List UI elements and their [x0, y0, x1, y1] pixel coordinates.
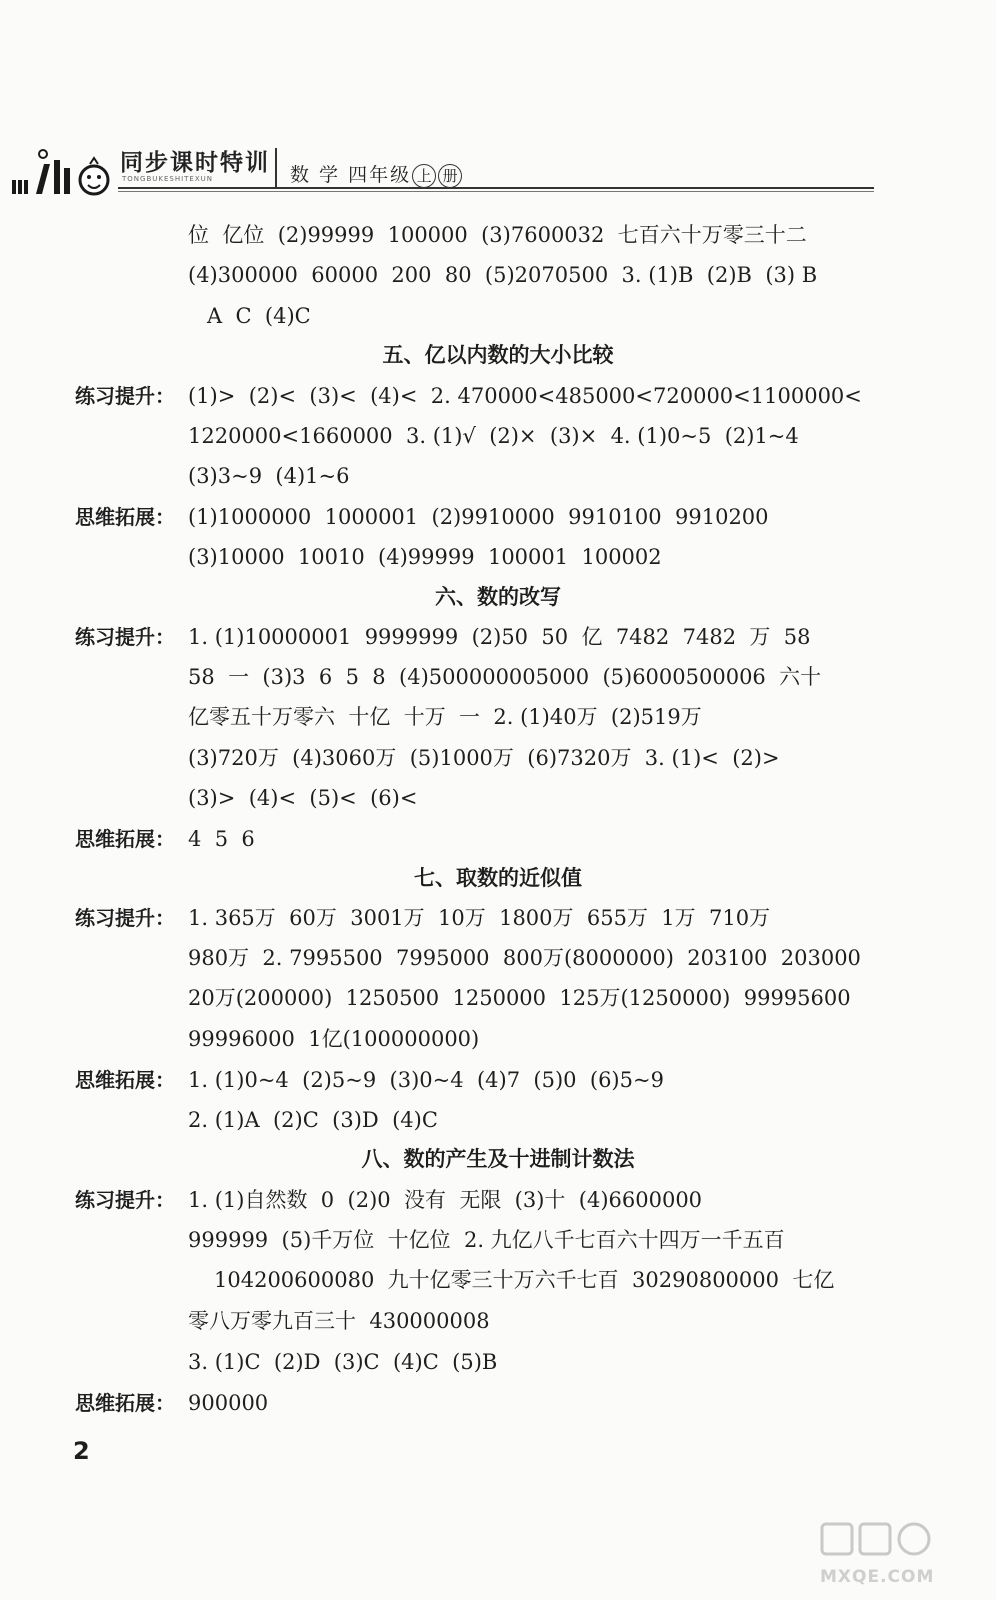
section-title: 七、取数的近似值: [414, 866, 582, 890]
answer-line: 104200600080 九十亿零三十万六千七百 30290800000 七亿: [214, 1268, 835, 1292]
header-divider: [275, 148, 277, 188]
practice-label: 练习提升：: [75, 384, 175, 408]
volume-circle-2: 册: [438, 164, 462, 188]
answer-line: 1220000<1660000 3. (1)√ (2)× (3)× 4. (1)0~5 (2)1~4: [188, 424, 799, 448]
answer-line: 58 一 (3)3 6 5 8 (4)500000005000 (5)6000500006 六十: [188, 665, 822, 689]
answer-line: 1. (1)10000001 9999999 (2)50 50 亿 7482 7482 万 58: [188, 625, 811, 649]
thinking-label: 思维拓展：: [75, 827, 175, 851]
answer-line: 亿零五十万零六 十亿 十万 一 2. (1)40万 (2)519万: [188, 705, 702, 729]
answer-line: 20万(200000) 1250500 1250000 125万(1250000) 99995600: [188, 986, 851, 1010]
answer-line: (3)720万 (4)3060万 (5)1000万 (6)7320万 3. (1)< (2)>: [188, 746, 780, 770]
answer-line: (4)300000 60000 200 80 (5)2070500 3. (1)B (2)B (3) B: [188, 263, 818, 287]
watermark-logo-icon: [818, 1518, 968, 1588]
answer-line: 980万 2. 7995500 7995000 800万(8000000) 203100 203000: [188, 946, 861, 970]
thinking-label: 思维拓展：: [75, 1068, 175, 1092]
answer-line: 99996000 1亿(100000000): [188, 1027, 480, 1051]
answer-line: (1)> (2)< (3)< (4)< 2. 470000<485000<720000<1100000<: [188, 384, 862, 408]
subject-text: 数 学 四年级: [290, 164, 412, 186]
answer-line: 4 5 6: [188, 827, 255, 851]
answer-line: 900000: [188, 1391, 269, 1415]
answer-line: 1. (1)自然数 0 (2)0 没有 无限 (3)十 (4)6600000: [188, 1188, 703, 1212]
volume-circle-1: 上: [412, 164, 436, 188]
header-rule: [118, 187, 874, 189]
page-number: 2: [73, 1437, 90, 1465]
answer-line: (3)> (4)< (5)< (6)<: [188, 786, 418, 810]
answer-line: 999999 (5)千万位 十亿位 2. 九亿八千七百六十四万一千五百: [188, 1228, 785, 1252]
answer-line: 1. 365万 60万 3001万 10万 1800万 655万 1万 710万: [188, 906, 771, 930]
thinking-label: 思维拓展：: [75, 505, 175, 529]
practice-label: 练习提升：: [75, 1188, 175, 1212]
answer-line: 2. (1)A (2)C (3)D (4)C: [188, 1108, 438, 1132]
answer-line: (1)1000000 1000001 (2)9910000 9910100 9910200: [188, 505, 769, 529]
answer-line: 3. (1)C (2)D (3)C (4)C (5)B: [188, 1350, 498, 1374]
brand-logo-icon: [10, 140, 120, 200]
brand-subtitle: TONGBUKESHITEXUN: [122, 175, 214, 183]
answer-line: (3)10000 10010 (4)99999 100001 100002: [188, 545, 662, 569]
answer-line: 1. (1)0~4 (2)5~9 (3)0~4 (4)7 (5)0 (6)5~9: [188, 1068, 664, 1092]
thinking-label: 思维拓展：: [75, 1391, 175, 1415]
answer-line: 零八万零九百三十 430000008: [188, 1309, 490, 1333]
answer-line: 位 亿位 (2)99999 100000 (3)7600032 七百六十万零三十二: [188, 223, 807, 247]
section-title: 五、亿以内数的大小比较: [382, 343, 614, 367]
section-title: 八、数的产生及十进制计数法: [361, 1147, 635, 1171]
practice-label: 练习提升：: [75, 906, 175, 930]
header-rule-thin: [118, 191, 874, 192]
answer-line: (3)3~9 (4)1~6: [188, 464, 350, 488]
answer-line: A C (4)C: [207, 304, 311, 328]
practice-label: 练习提升：: [75, 625, 175, 649]
page-header: [0, 130, 996, 200]
svg-text:MXQE.COM: MXQE.COM: [820, 1567, 935, 1587]
subject-grade: [290, 160, 463, 188]
section-title: 六、数的改写: [435, 585, 561, 609]
brand-title: 同步课时特训: [120, 150, 270, 176]
